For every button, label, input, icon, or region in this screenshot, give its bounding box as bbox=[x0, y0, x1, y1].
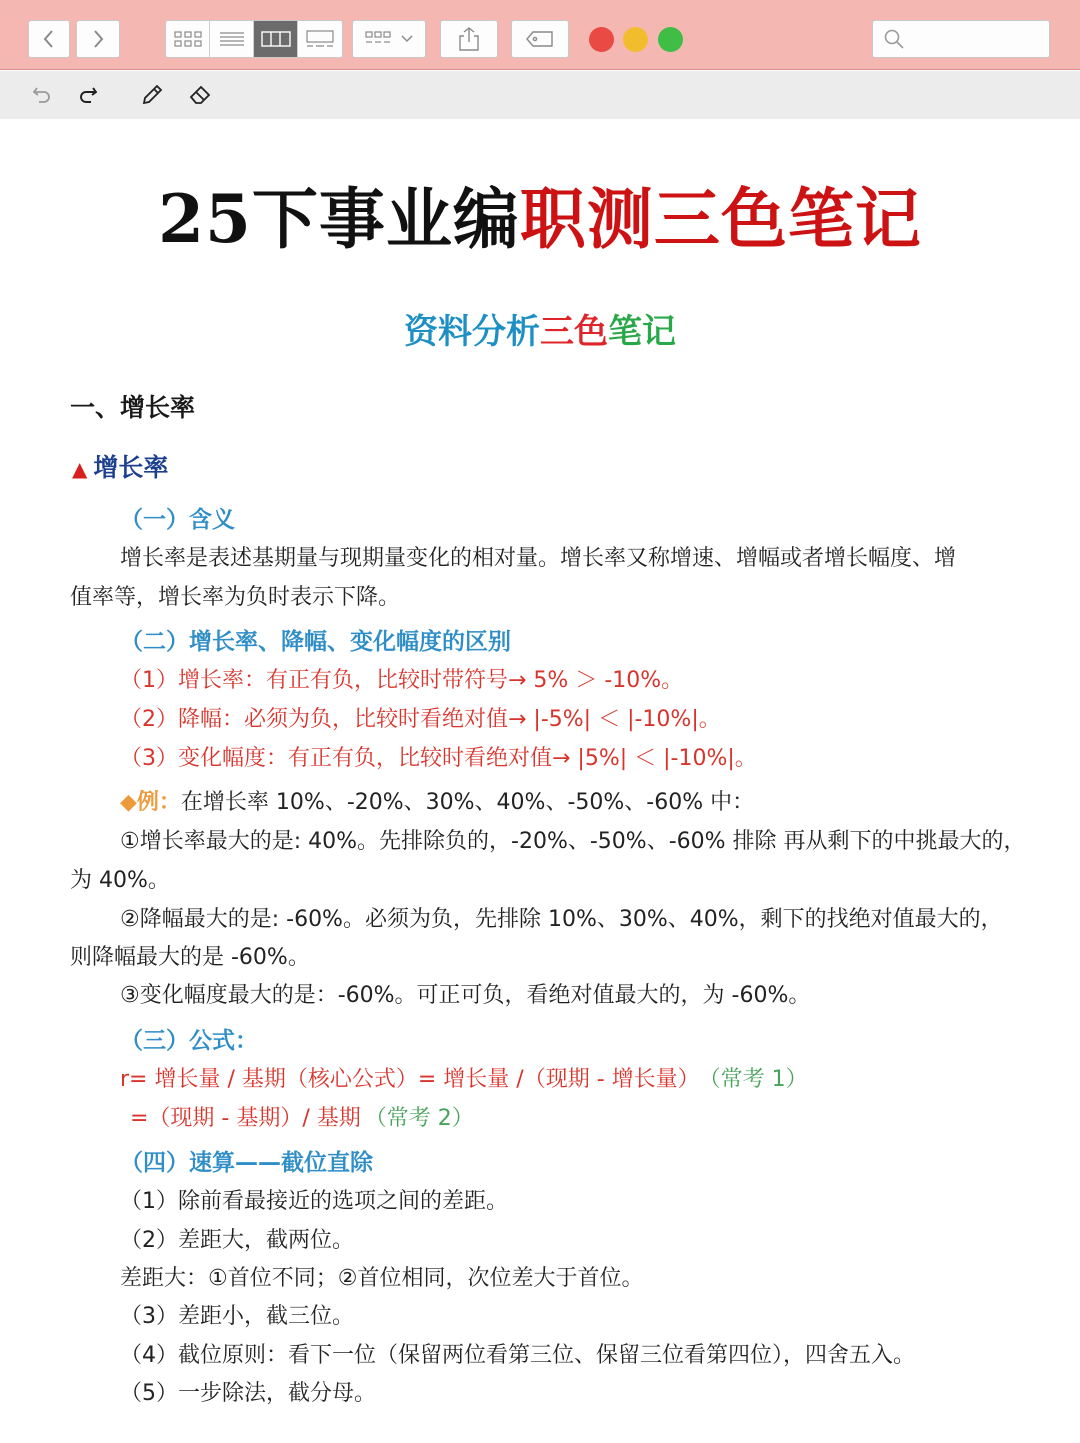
formula-line-1 bbox=[120, 1065, 808, 1095]
view-columns-button[interactable] bbox=[254, 21, 298, 57]
example-3: ③变化幅度最大的是：-60%。可正可负，看绝对值最大的，为 -60%。 bbox=[120, 983, 811, 1008]
icon-grid-icon bbox=[173, 29, 203, 49]
example-intro-text: 在增长率 10%、-20%、30%、40%、-50%、-60% 中： bbox=[180, 790, 755, 815]
arrange-grid-icon bbox=[364, 29, 394, 49]
close-window-button[interactable] bbox=[589, 27, 614, 52]
pencil-button[interactable] bbox=[138, 81, 166, 109]
subtitle-green-part: 笔记 bbox=[608, 312, 676, 352]
search-icon bbox=[883, 28, 905, 50]
formula-2-text: =（现期 - 基期）/ 基期 bbox=[130, 1106, 361, 1131]
quick-calc-item-2: （2）差距大，截两位。 bbox=[120, 1228, 354, 1253]
quick-calc-item-5: （5）一步除法，截分母。 bbox=[120, 1381, 376, 1406]
page-subtitle bbox=[0, 311, 1080, 353]
quick-calc-item-3: （3）差距小，截三位。 bbox=[120, 1304, 354, 1329]
pencil-icon bbox=[140, 83, 164, 107]
search-field[interactable] bbox=[872, 20, 1050, 58]
example-2-line-2: 则降幅最大的是 -60%。 bbox=[70, 945, 310, 970]
heading-difference: （二）增长率、降幅、变化幅度的区别 bbox=[120, 629, 511, 655]
difference-item-1: （1）增长率：有正有负，比较时带符号→ 5% ＞ -10%。 bbox=[120, 668, 684, 693]
section-heading: 一、增长率 bbox=[70, 393, 196, 422]
view-list-button[interactable] bbox=[210, 21, 254, 57]
zoom-window-button[interactable] bbox=[658, 27, 683, 52]
chevron-down-icon bbox=[400, 34, 414, 44]
example-1-line-1: ①增长率最大的是: 40%。先排除负的，-20%、-50%、-60% 排除 再从剩下的中挑最大的， bbox=[120, 829, 1026, 854]
share-icon bbox=[457, 26, 481, 52]
tag-button[interactable] bbox=[511, 20, 569, 58]
undo-button[interactable] bbox=[28, 81, 56, 109]
share-button[interactable] bbox=[440, 20, 498, 58]
minimize-window-button[interactable] bbox=[623, 27, 648, 52]
subsection-heading-text: 增长率 bbox=[93, 453, 169, 482]
quick-calc-item-2b: 差距大：①首位不同；②首位相同，次位差大于首位。 bbox=[120, 1266, 644, 1291]
redo-button[interactable] bbox=[74, 81, 102, 109]
redo-icon bbox=[77, 84, 99, 106]
chevron-left-icon bbox=[41, 29, 57, 49]
formula-1-text: r= 增长量 / 基期（核心公式）= 增长量 /（现期 - 增长量） bbox=[120, 1067, 700, 1092]
meaning-paragraph-line-1: 增长率是表述基期量与现期量变化的相对量。增长率又称增速、增幅或者增长幅度、增 bbox=[120, 546, 957, 571]
difference-item-2: （2）降幅：必须为负，比较时看绝对值→ |-5%| ＜ |-10%|。 bbox=[120, 707, 721, 732]
list-icon bbox=[219, 30, 245, 48]
quick-calc-item-4: （4）截位原则：看下一位（保留两位看第三位、保留三位看第四位），四舍五入。 bbox=[120, 1343, 915, 1368]
title-red-part: 职测三色笔记 bbox=[519, 180, 922, 258]
eraser-button[interactable] bbox=[186, 81, 214, 109]
formula-line-2 bbox=[130, 1104, 474, 1134]
example-label: ◆例： bbox=[120, 790, 181, 815]
title-black-part: 25下事业编 bbox=[158, 180, 520, 258]
formula-1-note: （常考 1） bbox=[709, 1067, 808, 1092]
markup-toolbar bbox=[0, 71, 1080, 119]
heading-meaning: （一）含义 bbox=[120, 507, 235, 533]
heading-quick-calc: （四）速算——截位直除 bbox=[120, 1150, 373, 1176]
example-1-line-2: 为 40%。 bbox=[70, 868, 170, 893]
quick-calc-item-1: （1）除前看最接近的选项之间的差距。 bbox=[120, 1189, 508, 1214]
view-mode-segment bbox=[165, 20, 343, 58]
window-toolbar bbox=[0, 0, 1080, 70]
chevron-right-icon bbox=[90, 29, 106, 49]
forward-button[interactable] bbox=[76, 20, 120, 58]
back-button[interactable] bbox=[28, 20, 70, 58]
meaning-paragraph-line-2: 值率等，增长率为负时表示下降。 bbox=[70, 585, 401, 610]
tag-icon bbox=[525, 30, 555, 48]
gallery-icon bbox=[305, 29, 335, 49]
example-2-line-1: ②降幅最大的是: -60%。必须为负，先排除 10%、30%、40%，剩下的找绝对值最大的， bbox=[120, 907, 1003, 932]
arrange-button[interactable] bbox=[352, 20, 426, 58]
view-icons-button[interactable] bbox=[166, 21, 210, 57]
difference-item-3: （3）变化幅度：有正有负，比较时看绝对值→ |5%| ＜ |-10%|。 bbox=[120, 746, 757, 771]
column-icon bbox=[261, 30, 291, 48]
example-intro bbox=[120, 788, 754, 818]
undo-icon bbox=[31, 84, 53, 106]
eraser-icon bbox=[188, 83, 212, 107]
search-input[interactable] bbox=[911, 24, 1041, 54]
formula-2-note: （常考 2） bbox=[364, 1106, 474, 1131]
document-page bbox=[0, 119, 1080, 1443]
subsection-heading bbox=[72, 453, 168, 484]
view-gallery-button[interactable] bbox=[298, 21, 342, 57]
triangle-marker: ▲ bbox=[72, 457, 88, 481]
subtitle-blue-part: 资料分析 bbox=[404, 312, 540, 352]
subtitle-red-part: 三色 bbox=[540, 312, 608, 352]
heading-formula: （三）公式： bbox=[120, 1028, 258, 1054]
page-title bbox=[0, 177, 1080, 261]
